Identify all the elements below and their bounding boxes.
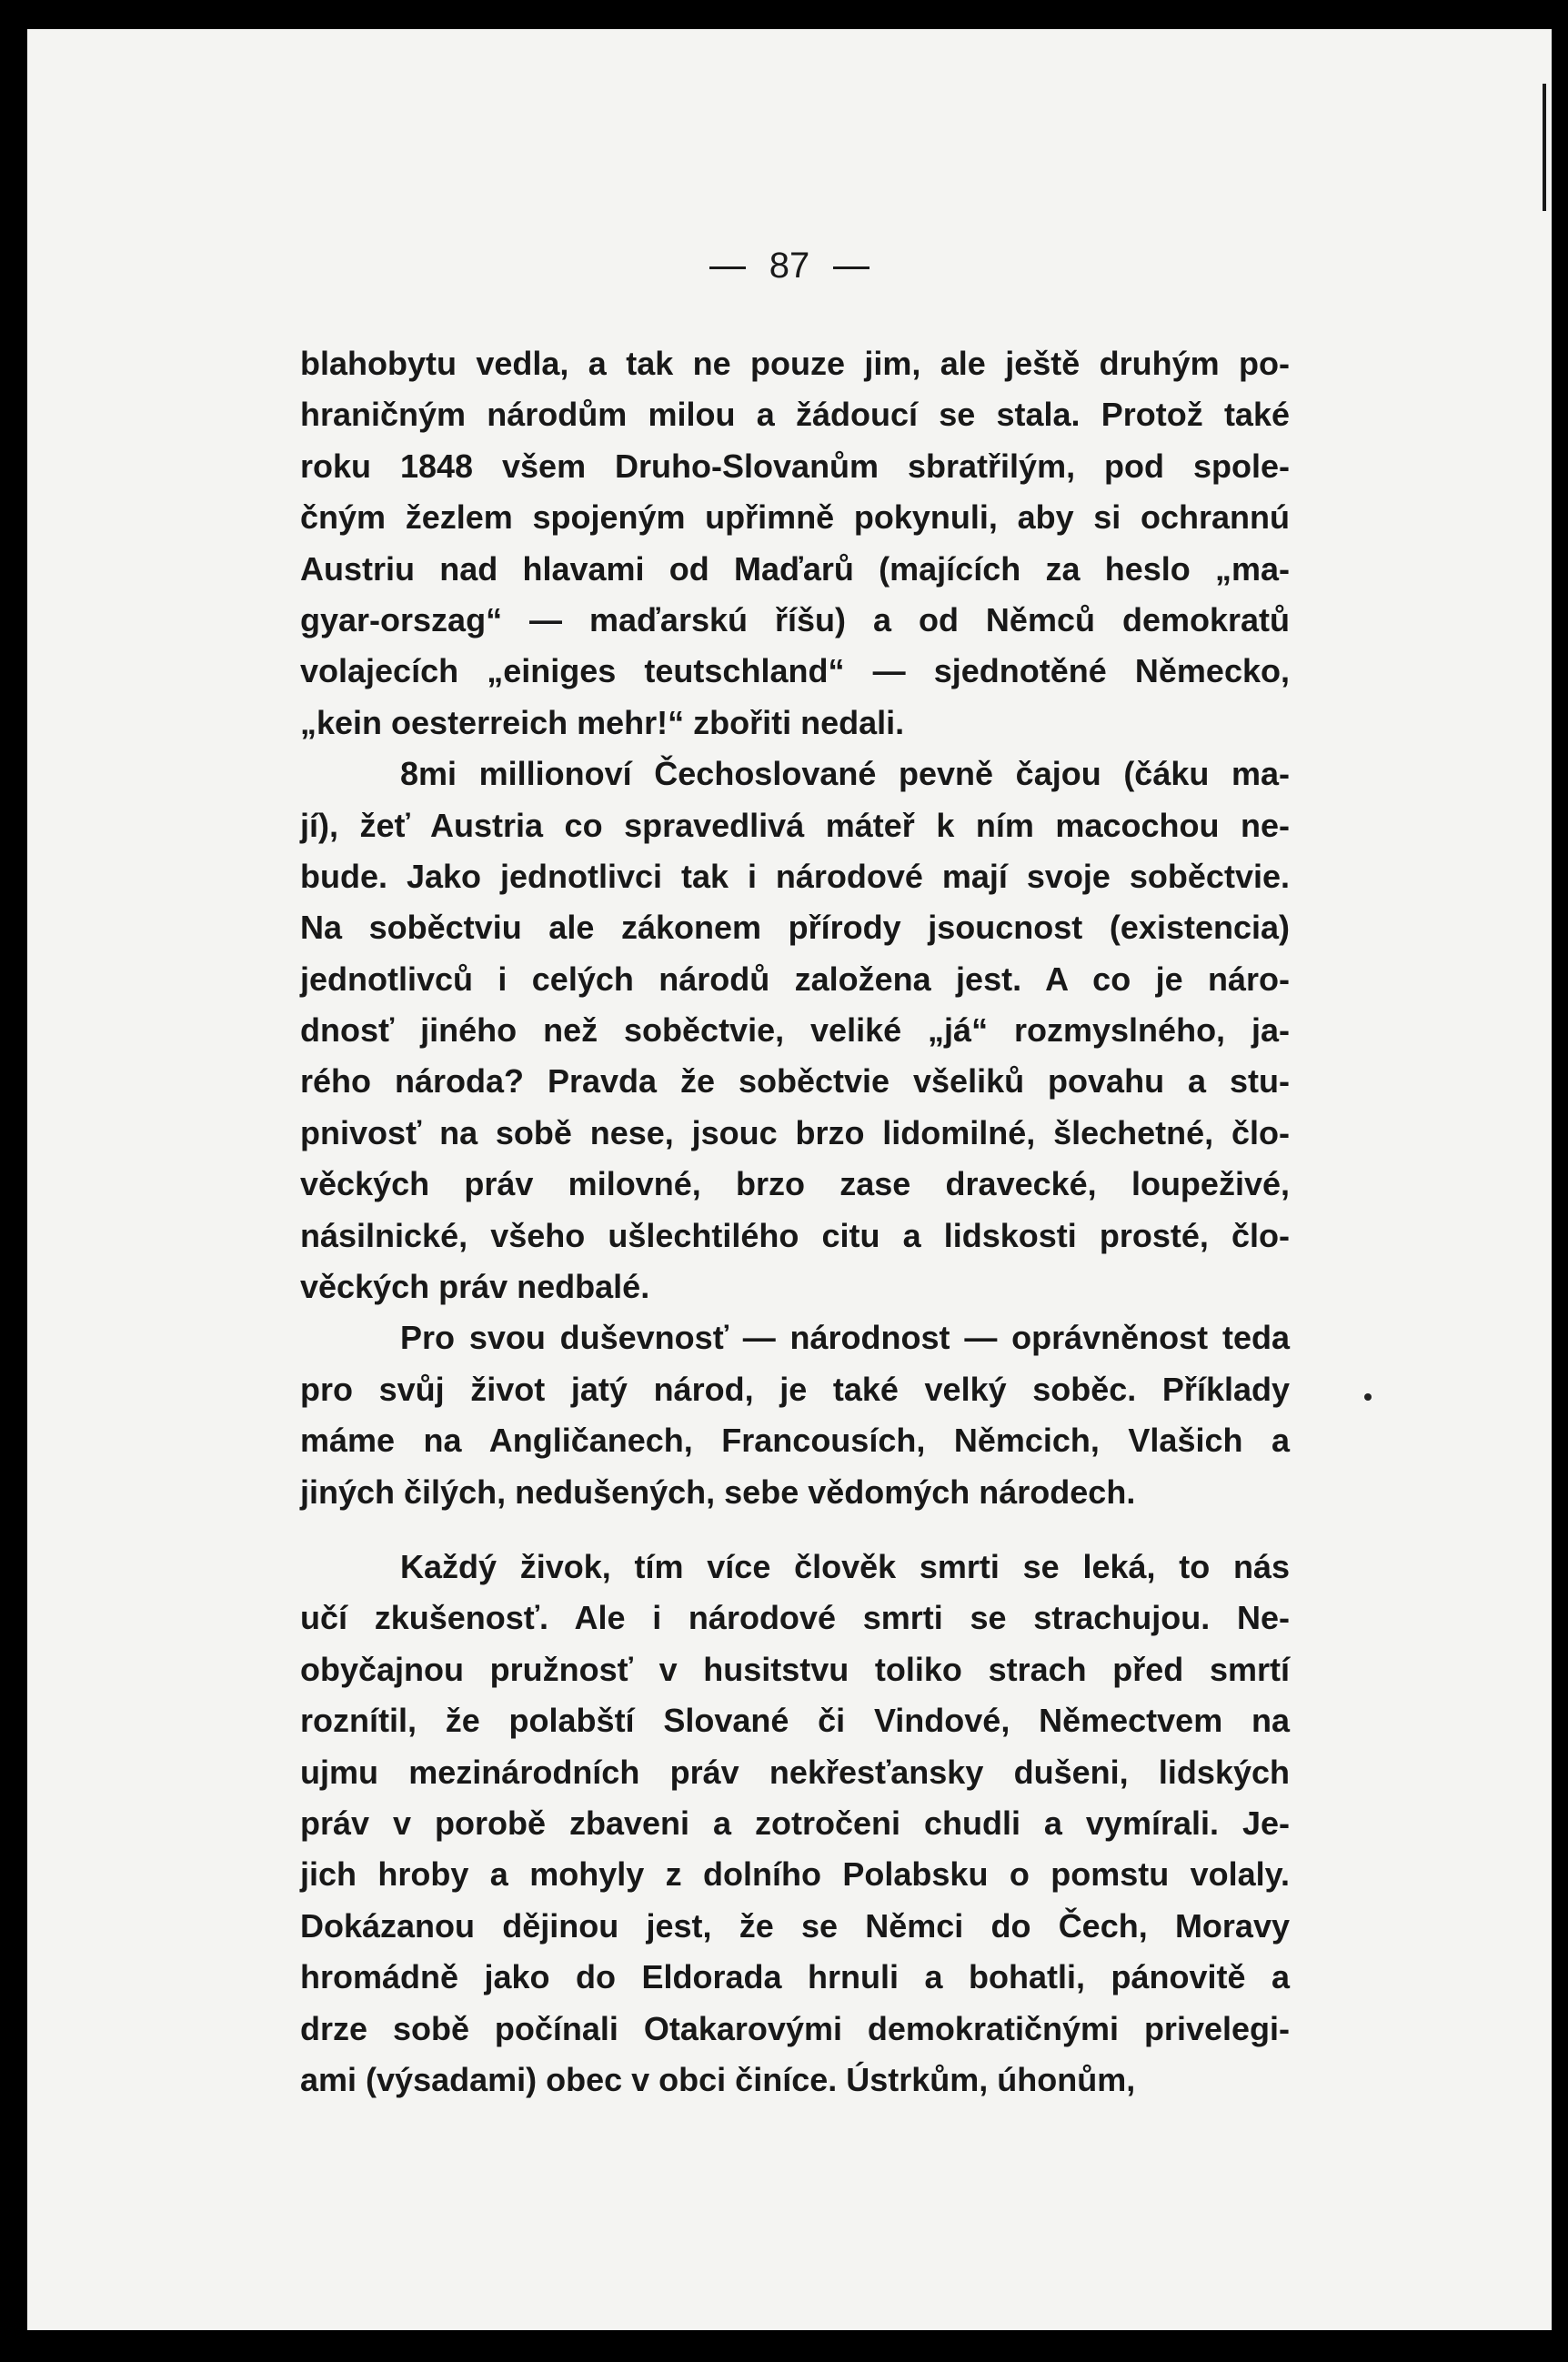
text-line: pro svůj život jatý národ, je také velký soběc. Příklady bbox=[300, 1370, 1290, 1408]
text-line: 8mi millionoví Čechoslované pevně čajou (čáku ma- bbox=[400, 755, 1290, 793]
header-dash-left bbox=[709, 266, 746, 269]
page-header bbox=[27, 246, 1552, 286]
text-line: roku 1848 všem Druho-Slovanům sbratřilým, pod spole- bbox=[300, 447, 1290, 485]
text-line: bude. Jako jednotlivci tak i národové mají svoje soběctvie. bbox=[300, 857, 1290, 895]
text-line: gyar-orszag“ — maďarskú říšu) a od Němců demokratů bbox=[300, 600, 1290, 638]
text-line: pnivosť na sobě nese, jsouc brzo lidomilné, šlechetné, člo- bbox=[300, 1113, 1290, 1151]
text-line: násilnické, všeho ušlechtilého citu a lidskosti prosté, člo- bbox=[300, 1216, 1290, 1254]
ink-speck bbox=[1364, 1393, 1372, 1401]
text-line: čným žezlem spojeným upřimně pokynuli, aby si ochrannú bbox=[300, 498, 1290, 537]
text-line: volajecích „einiges teutschland“ — sjednotěné Německo, bbox=[300, 652, 1290, 690]
text-line: jich hroby a mohyly z dolního Polabsku o pomstu volaly. bbox=[300, 1855, 1290, 1894]
text-line: máme na Angličanech, Francousích, Němcich, Vlašich a bbox=[300, 1422, 1290, 1460]
text-line: roznítil, že polabští Slované či Vindové, Němectvem na bbox=[300, 1702, 1290, 1740]
text-line: jí), žeť Austria co spravedlivá máteř k ním macochou ne- bbox=[300, 806, 1290, 844]
text-line: věckých práv nedbalé. bbox=[300, 1268, 650, 1306]
header-dash-right bbox=[833, 266, 869, 269]
text-line: blahobytu vedla, a tak ne pouze jim, ale ještě druhým po- bbox=[300, 345, 1290, 382]
text-line: věckých práv milovné, brzo zase dravecké, loupeživé, bbox=[300, 1165, 1290, 1203]
text-line: obyčajnou pružnosť v husitstvu toliko strach před smrtí bbox=[300, 1650, 1290, 1688]
text-line: práv v porobě zbaveni a zotročeni chudli a vymírali. Je- bbox=[300, 1804, 1290, 1842]
text-line: hraničným národům milou a žádoucí se stala. Protož také bbox=[300, 396, 1290, 434]
text-line: dnosť jiného než soběctvie, veliké „já“ rozmyslného, ja- bbox=[300, 1011, 1290, 1050]
text-line: drze sobě počínali Otakarovými demokratičnými privelegi- bbox=[300, 2009, 1290, 2047]
text-line: jiných čilých, nedušených, sebe vědomých národech. bbox=[300, 1472, 1136, 1511]
text-line: jednotlivců i celých národů založena jest. A co je náro- bbox=[300, 960, 1290, 998]
text-line: hromádně jako do Eldorada hrnuli a bohatli, pánovitě a bbox=[300, 1958, 1290, 1996]
page-number: 87 bbox=[769, 246, 810, 286]
text-line: Dokázanou dějinou jest, že se Němci do Čech, Moravy bbox=[300, 1906, 1290, 1945]
paragraph-gap bbox=[300, 1518, 1290, 1542]
text-line: ami (výsadami) obec v obci činíce. Ústrkům, úhonům, bbox=[300, 2060, 1136, 2098]
text-line: učí zkušenosť. Ale i národové smrti se strachujou. Ne- bbox=[300, 1599, 1290, 1637]
text-line: Pro svou duševnosť — národnost — oprávněnost teda bbox=[400, 1319, 1290, 1357]
body-text bbox=[300, 338, 1290, 2106]
text-line: Každý živok, tím více člověk smrti se leká, to nás bbox=[400, 1547, 1290, 1585]
text-line: rého národa? Pravda že soběctvie všeliků povahu a stu- bbox=[300, 1062, 1290, 1101]
page-edge-mark bbox=[1543, 84, 1546, 211]
book-page bbox=[27, 29, 1552, 2330]
text-line: „kein oesterreich mehr!“ zbořiti nedali. bbox=[300, 703, 905, 741]
text-line: ujmu mezinárodních práv nekřesťansky dušeni, lidských bbox=[300, 1753, 1290, 1791]
text-line: Austriu nad hlavami od Maďarů (majících za heslo „ma- bbox=[300, 549, 1290, 588]
text-line: Na soběctviu ale zákonem přírody jsoucnost (existencia) bbox=[300, 909, 1290, 947]
